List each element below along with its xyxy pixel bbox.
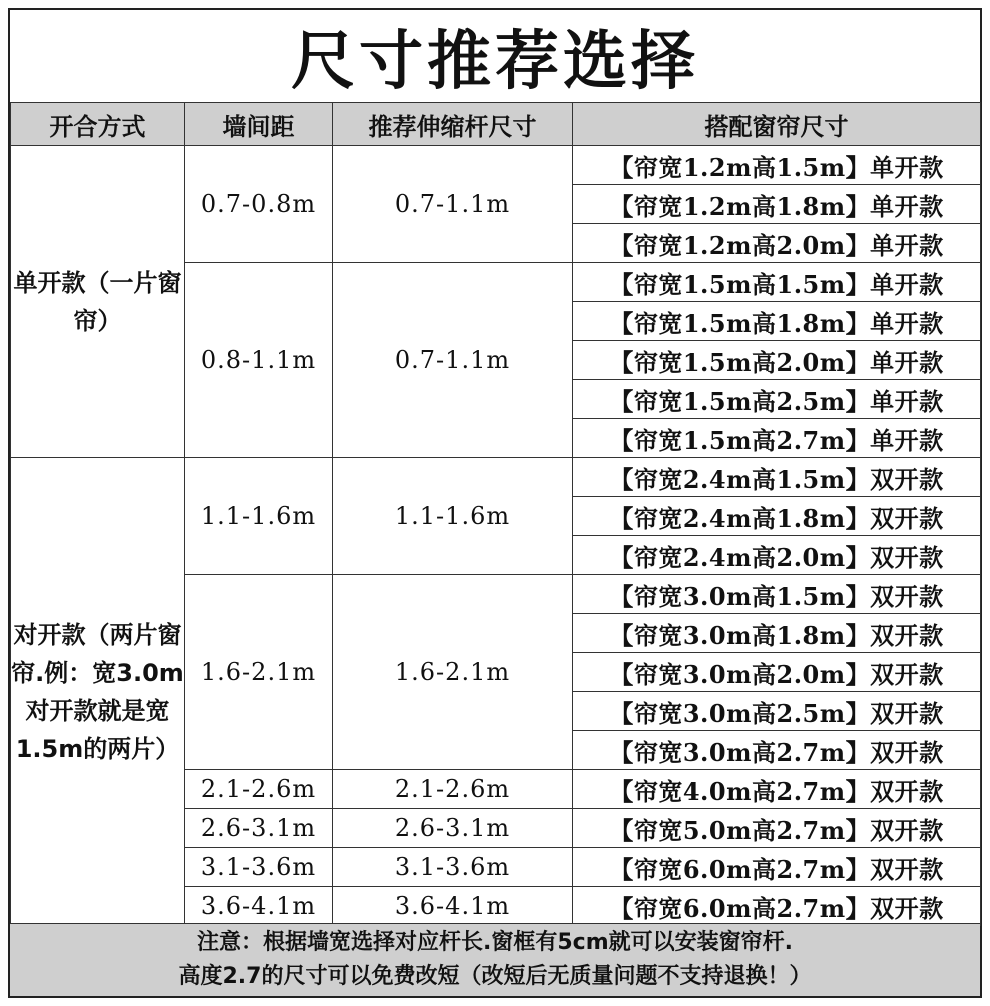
rod-size-cell: 0.7-1.1m <box>333 146 573 263</box>
curtain-size-cell: 【帘宽3.0m高1.5m】双开款 <box>573 575 981 614</box>
table-body <box>11 146 981 926</box>
wall-distance-cell: 0.7-0.8m <box>185 146 333 263</box>
table-header-row <box>11 103 981 146</box>
curtain-size-cell: 【帘宽1.5m高1.5m】单开款 <box>573 263 981 302</box>
opening-type-cell: 对开款（两片窗帘.例：宽3.0m对开款就是宽1.5m的两片） <box>11 458 185 926</box>
curtain-size-cell: 【帘宽3.0m高2.7m】双开款 <box>573 731 981 770</box>
curtain-size-cell: 【帘宽6.0m高2.7m】双开款 <box>573 887 981 926</box>
curtain-size-cell: 【帘宽1.5m高2.7m】单开款 <box>573 419 981 458</box>
wall-distance-cell: 1.6-2.1m <box>185 575 333 770</box>
wall-distance-cell: 0.8-1.1m <box>185 263 333 458</box>
curtain-size-cell: 【帘宽1.5m高1.8m】单开款 <box>573 302 981 341</box>
notice-box <box>10 923 980 996</box>
page-title: 尺寸推荐选择 <box>291 25 699 99</box>
table-row <box>11 146 981 185</box>
wall-distance-cell: 1.1-1.6m <box>185 458 333 575</box>
notice-line-1: 注意：根据墙宽选择对应杆长.窗框有5cm就可以安装窗帘杆. <box>197 930 793 955</box>
rod-size-cell: 1.6-2.1m <box>333 575 573 770</box>
table-row <box>11 458 981 497</box>
curtain-size-cell: 【帘宽3.0m高2.5m】双开款 <box>573 692 981 731</box>
header-curtain-size: 搭配窗帘尺寸 <box>573 103 981 146</box>
curtain-size-cell: 【帘宽2.4m高1.5m】双开款 <box>573 458 981 497</box>
curtain-size-cell: 【帘宽3.0m高2.0m】双开款 <box>573 653 981 692</box>
rod-size-cell: 2.1-2.6m <box>333 770 573 809</box>
curtain-size-cell: 【帘宽2.4m高2.0m】双开款 <box>573 536 981 575</box>
rod-size-cell: 2.6-3.1m <box>333 809 573 848</box>
size-chart <box>8 8 982 998</box>
opening-type-cell: 单开款（一片窗帘） <box>11 146 185 458</box>
wall-distance-cell: 2.6-3.1m <box>185 809 333 848</box>
rod-size-cell: 1.1-1.6m <box>333 458 573 575</box>
rod-size-cell: 3.1-3.6m <box>333 848 573 887</box>
wall-distance-cell: 3.6-4.1m <box>185 887 333 926</box>
wall-distance-cell: 2.1-2.6m <box>185 770 333 809</box>
curtain-size-cell: 【帘宽2.4m高1.8m】双开款 <box>573 497 981 536</box>
header-rod-size: 推荐伸缩杆尺寸 <box>333 103 573 146</box>
curtain-size-cell: 【帘宽1.2m高2.0m】单开款 <box>573 224 981 263</box>
wall-distance-cell: 3.1-3.6m <box>185 848 333 887</box>
header-wall-distance: 墙间距 <box>185 103 333 146</box>
rod-size-cell: 0.7-1.1m <box>333 263 573 458</box>
curtain-size-cell: 【帘宽1.2m高1.8m】单开款 <box>573 185 981 224</box>
size-table <box>10 102 981 926</box>
header-opening-type: 开合方式 <box>11 103 185 146</box>
curtain-size-cell: 【帘宽1.5m高2.0m】单开款 <box>573 341 981 380</box>
curtain-size-cell: 【帘宽4.0m高2.7m】双开款 <box>573 770 981 809</box>
curtain-size-cell: 【帘宽3.0m高1.8m】双开款 <box>573 614 981 653</box>
curtain-size-cell: 【帘宽1.2m高1.5m】单开款 <box>573 146 981 185</box>
rod-size-cell: 3.6-4.1m <box>333 887 573 926</box>
curtain-size-cell: 【帘宽1.5m高2.5m】单开款 <box>573 380 981 419</box>
curtain-size-cell: 【帘宽5.0m高2.7m】双开款 <box>573 809 981 848</box>
notice-line-2: 高度2.7的尺寸可以免费改短（改短后无质量问题不支持退换！） <box>178 964 812 989</box>
curtain-size-cell: 【帘宽6.0m高2.7m】双开款 <box>573 848 981 887</box>
